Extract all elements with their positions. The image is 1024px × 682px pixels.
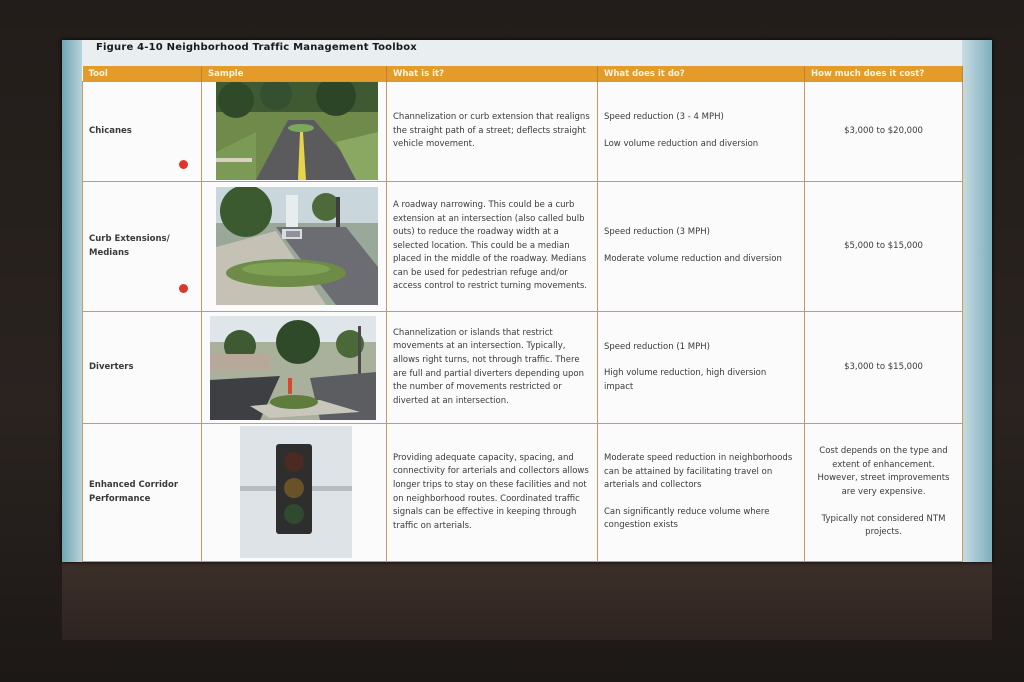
cost-cell — [805, 424, 963, 562]
what-is-it-cell: Providing adequate capacity, spacing, and connectivity for arterials and collectors allows longer trips to stay on these facilities and not on neighborhood routes. Coordinated traffic signals can be effective in keeping through traffic on arterials. — [387, 424, 598, 562]
figure-title: Figure 4-10 Neighborhood Traffic Management Toolbox — [96, 42, 417, 53]
effect-line: Speed reduction (1 MPH) — [604, 341, 710, 352]
sample-image-cell — [202, 424, 387, 562]
table-header-row — [83, 66, 963, 82]
column-header-what-is-it: What is it? — [387, 66, 598, 82]
slide-left-edge — [62, 40, 82, 562]
effect-line: Low volume reduction and diversion — [604, 139, 759, 149]
what-does-it-do-cell — [598, 82, 805, 182]
effect-line: High volume reduction, high diversion impact — [604, 368, 767, 392]
column-header-sample: Sample — [202, 66, 387, 82]
what-is-it-cell: Channelization or islands that restrict movements at an intersection. Typically, allows right turns, not through traffic. There are full and partial diverters depending upon the number of movements restricted or diverted at an intersection. — [387, 312, 598, 424]
cost-text: $5,000 to $15,000 — [844, 240, 923, 251]
column-header-cost: How much does it cost? — [805, 66, 963, 82]
screen-lower-shadow — [62, 560, 992, 640]
cost-cell — [805, 312, 963, 424]
effect-line: Moderate speed reduction in neighborhoods can be attained by facilitating travel on arterials and collectors — [604, 453, 793, 491]
cost-cell — [805, 182, 963, 312]
tool-name-cell — [83, 82, 202, 182]
table-row — [83, 82, 963, 182]
tool-name: Curb Extensions/ Medians — [89, 233, 170, 258]
tool-name: Chicanes — [89, 125, 132, 136]
cost-text: Typically not considered NTM projects. — [821, 513, 946, 538]
tool-name-cell — [83, 182, 202, 312]
cost-cell — [805, 82, 963, 182]
red-marker-dot — [179, 284, 188, 293]
toolbox-table — [82, 66, 963, 562]
diverter-intersection-photo — [210, 316, 376, 420]
effect-line: Can significantly reduce volume where congestion exists — [604, 506, 770, 531]
tool-name: Diverters — [89, 361, 134, 372]
tool-name-cell — [83, 312, 202, 424]
red-marker-dot — [179, 160, 188, 169]
tool-name: Enhanced Corridor Performance — [89, 479, 179, 504]
street-with-chicane-island-photo — [216, 82, 378, 180]
effect-line: Moderate volume reduction and diversion — [604, 254, 782, 264]
traffic-signal-image — [240, 426, 352, 558]
column-header-what-does-it-do: What does it do? — [598, 66, 805, 82]
curb-extension-landscaped-photo — [216, 187, 378, 305]
what-is-it-cell: A roadway narrowing. This could be a curb extension at an intersection (also called bulb outs) to reduce the roadway width at a selected location. This could be a median placed in the middle of the roadway. Medians can be used for pedestrian refuge and/or access control to restrict turning movements. — [387, 182, 598, 312]
sample-image-cell — [202, 182, 387, 312]
table-row — [83, 424, 963, 562]
sample-image-cell — [202, 82, 387, 182]
what-is-it-cell: Channelization or curb extension that realigns the straight path of a street; deflects straight vehicle movement. — [387, 82, 598, 182]
what-does-it-do-cell — [598, 182, 805, 312]
effect-line: Speed reduction (3 - 4 MPH) — [604, 112, 724, 123]
table-row — [83, 312, 963, 424]
tool-name-cell — [83, 424, 202, 562]
sample-image-cell — [202, 312, 387, 424]
what-does-it-do-cell — [598, 312, 805, 424]
table-row — [83, 182, 963, 312]
cost-text: Cost depends on the type and extent of enhancement. However, street improvements are very expensive. — [817, 446, 950, 497]
cost-text: $3,000 to $15,000 — [844, 361, 923, 372]
effect-line: Speed reduction (3 MPH) — [604, 227, 710, 238]
slide-right-edge — [962, 40, 992, 562]
cost-text: $3,000 to $20,000 — [844, 125, 923, 136]
what-does-it-do-cell — [598, 424, 805, 562]
column-header-tool: Tool — [83, 66, 202, 82]
